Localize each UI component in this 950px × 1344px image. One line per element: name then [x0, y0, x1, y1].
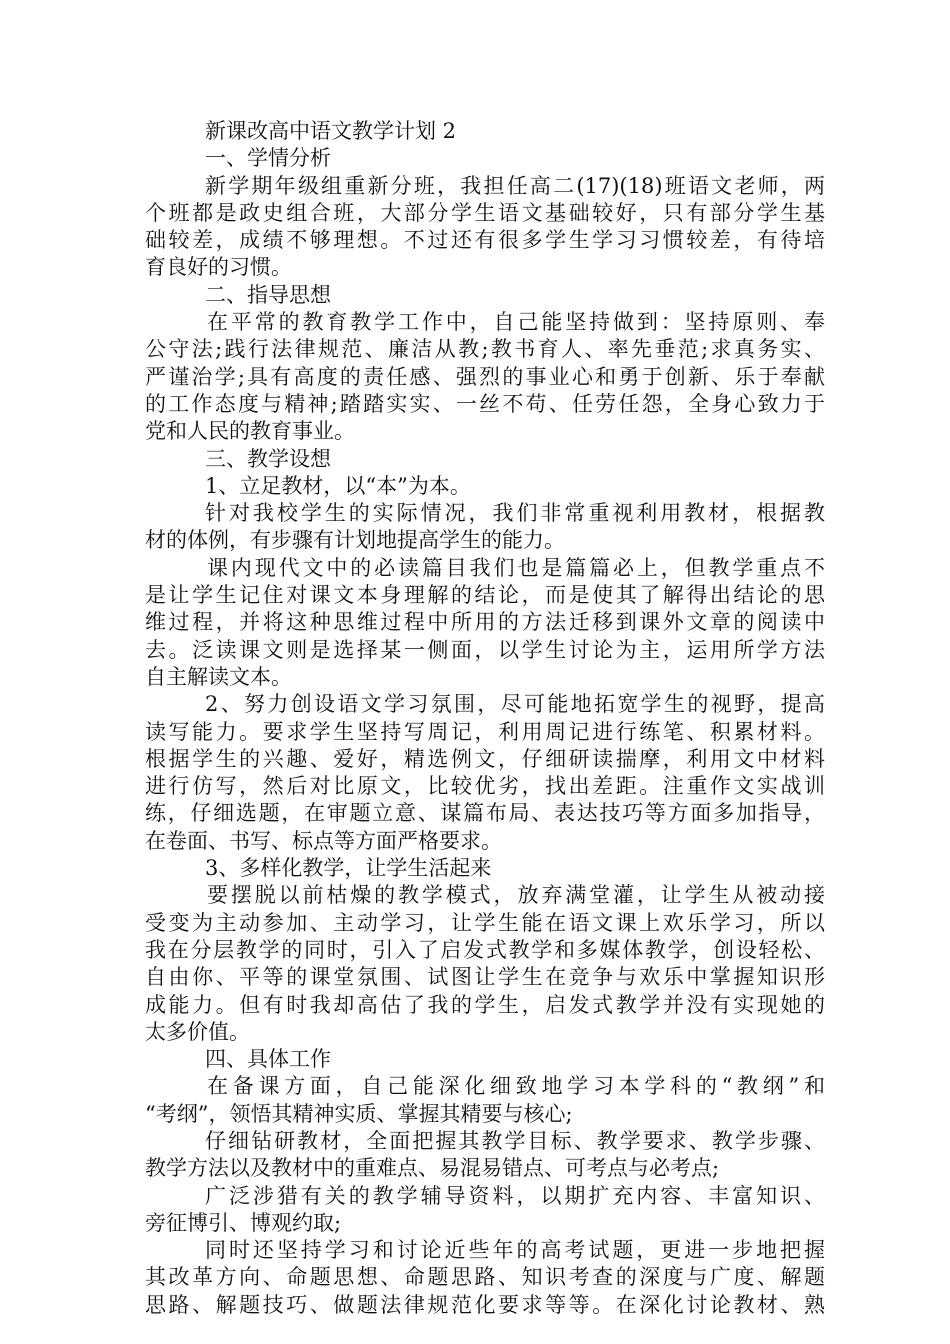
paragraph-line: 去。泛读课文则是选择某一侧面，以学生讨论为主，运用所学方法	[145, 637, 825, 662]
document-body	[145, 118, 825, 1319]
paragraph-line: 读写能力。要求学生坚持写周记，利用周记进行练笔、积累材料。	[145, 719, 825, 744]
paragraph-line: 材的体例，有步骤有计划地提高学生的能力。	[145, 528, 565, 553]
paragraph-line: 我在分层教学的同时，引入了启发式教学和多媒体教学，创设轻松、	[145, 937, 825, 962]
paragraph-line: 党和人民的教育事业。	[145, 419, 355, 444]
paragraph-line: 太多价值。	[145, 1019, 250, 1044]
paragraph-line: 同时还坚持学习和讨论近些年的高考试题，更进一步地把握	[205, 1238, 825, 1263]
paragraph-line: 是让学生记住对课文本身理解的结论，而是使其了解得出结论的思	[145, 583, 825, 608]
paragraph-line: 育良好的习惯。	[145, 255, 292, 280]
paragraph-line: 公守法;践行法律规范、廉洁从教;教书育人、率先垂范;求真务实、	[145, 337, 825, 362]
paragraph-line: 针对我校学生的实际情况，我们非常重视利用教材，根据教	[205, 501, 825, 526]
paragraph-line: 根据学生的兴趣、爱好，精选例文，仔细研读揣摩，利用文中材料	[145, 746, 825, 771]
paragraph-line: 新学期年级组重新分班，我担任高二(17)(18)班语文老师，两	[205, 173, 825, 198]
paragraph-line: 其改革方向、命题思想、命题思路、知识考查的深度与广度、解题	[145, 1265, 825, 1290]
paragraph-line: 自主解读文本。	[145, 664, 292, 689]
paragraph-line: 严谨治学;具有高度的责任感、强烈的事业心和勇于创新、乐于奉献	[145, 364, 825, 389]
paragraph-line: 要摆脱以前枯燥的教学模式，放弃满堂灌，让学生从被动接	[207, 883, 825, 908]
paragraph-line: 受变为主动参加、主动学习，让学生能在语文课上欢乐学习，所以	[145, 910, 825, 935]
subsection-item-3: 3、多样化教学，让学生活起来	[205, 856, 492, 881]
paragraph-line: “考纲”，领悟其精神实质、掌握其精要与核心;	[145, 1101, 573, 1126]
paragraph-line: 自由你、平等的课堂氛围、试图让学生在竞争与欢乐中掌握知识形	[145, 965, 825, 990]
paragraph-line: 个班都是政史组合班，大部分学生语文基础较好，只有部分学生基	[145, 200, 825, 225]
paragraph-line: 础较差，成绩不够理想。不过还有很多学生学习习惯较差，有待培	[145, 228, 825, 253]
paragraph-line: 旁征博引、博观约取;	[145, 1210, 342, 1235]
paragraph-line: 成能力。但有时我却高估了我的学生，启发式教学并没有实现她的	[145, 992, 825, 1017]
paragraph-line: 课内现代文中的必读篇目我们也是篇篇必上，但教学重点不	[207, 555, 825, 580]
paragraph-line: 练，仔细选题，在审题立意、谋篇布局、表达技巧等方面多加指导，	[145, 801, 825, 826]
paragraph-line: 思路、解题技巧、做题法律规范化要求等等。在深化讨论教材、熟	[145, 1292, 825, 1317]
paragraph-line: 在卷面、书写、标点等方面严格要求。	[145, 828, 502, 853]
paragraph-line: 的工作态度与精神;踏踏实实、一丝不苟、任劳任怨，全身心致力于	[145, 391, 825, 416]
paragraph-line: 广泛涉猎有关的教学辅导资料，以期扩充内容、丰富知识、	[205, 1183, 825, 1208]
paragraph-line: 仔细钻研教材，全面把握其教学目标、教学要求、教学步骤、	[205, 1128, 825, 1153]
paragraph-line: 进行仿写，然后对比原文，比较优劣，找出差距。注重作文实战训	[145, 774, 825, 799]
paragraph-line: 教学方法以及教材中的重难点、易混易错点、可考点与必考点;	[145, 1156, 720, 1181]
section-heading-3: 三、教学设想	[205, 446, 331, 471]
subsection-item-1: 1、立足教材，以“本”为本。	[205, 473, 471, 498]
section-heading-1: 一、学情分析	[205, 146, 331, 171]
section-heading-4: 四、具体工作	[205, 1047, 331, 1072]
subsection-item-2: 2、努力创设语文学习氛围，尽可能地拓宽学生的视野，提高	[205, 692, 825, 717]
document-title: 新课改高中语文教学计划 2	[205, 119, 457, 143]
section-heading-2: 二、指导思想	[205, 282, 331, 307]
paragraph-line: 维过程，并将这种思维过程中所用的方法迁移到课外文章的阅读中	[145, 610, 825, 635]
paragraph-line: 在平常的教育教学工作中，自己能坚持做到：坚持原则、奉	[207, 310, 825, 335]
paragraph-line: 在备课方面，自己能深化细致地学习本学科的“教纲”和	[207, 1074, 825, 1099]
